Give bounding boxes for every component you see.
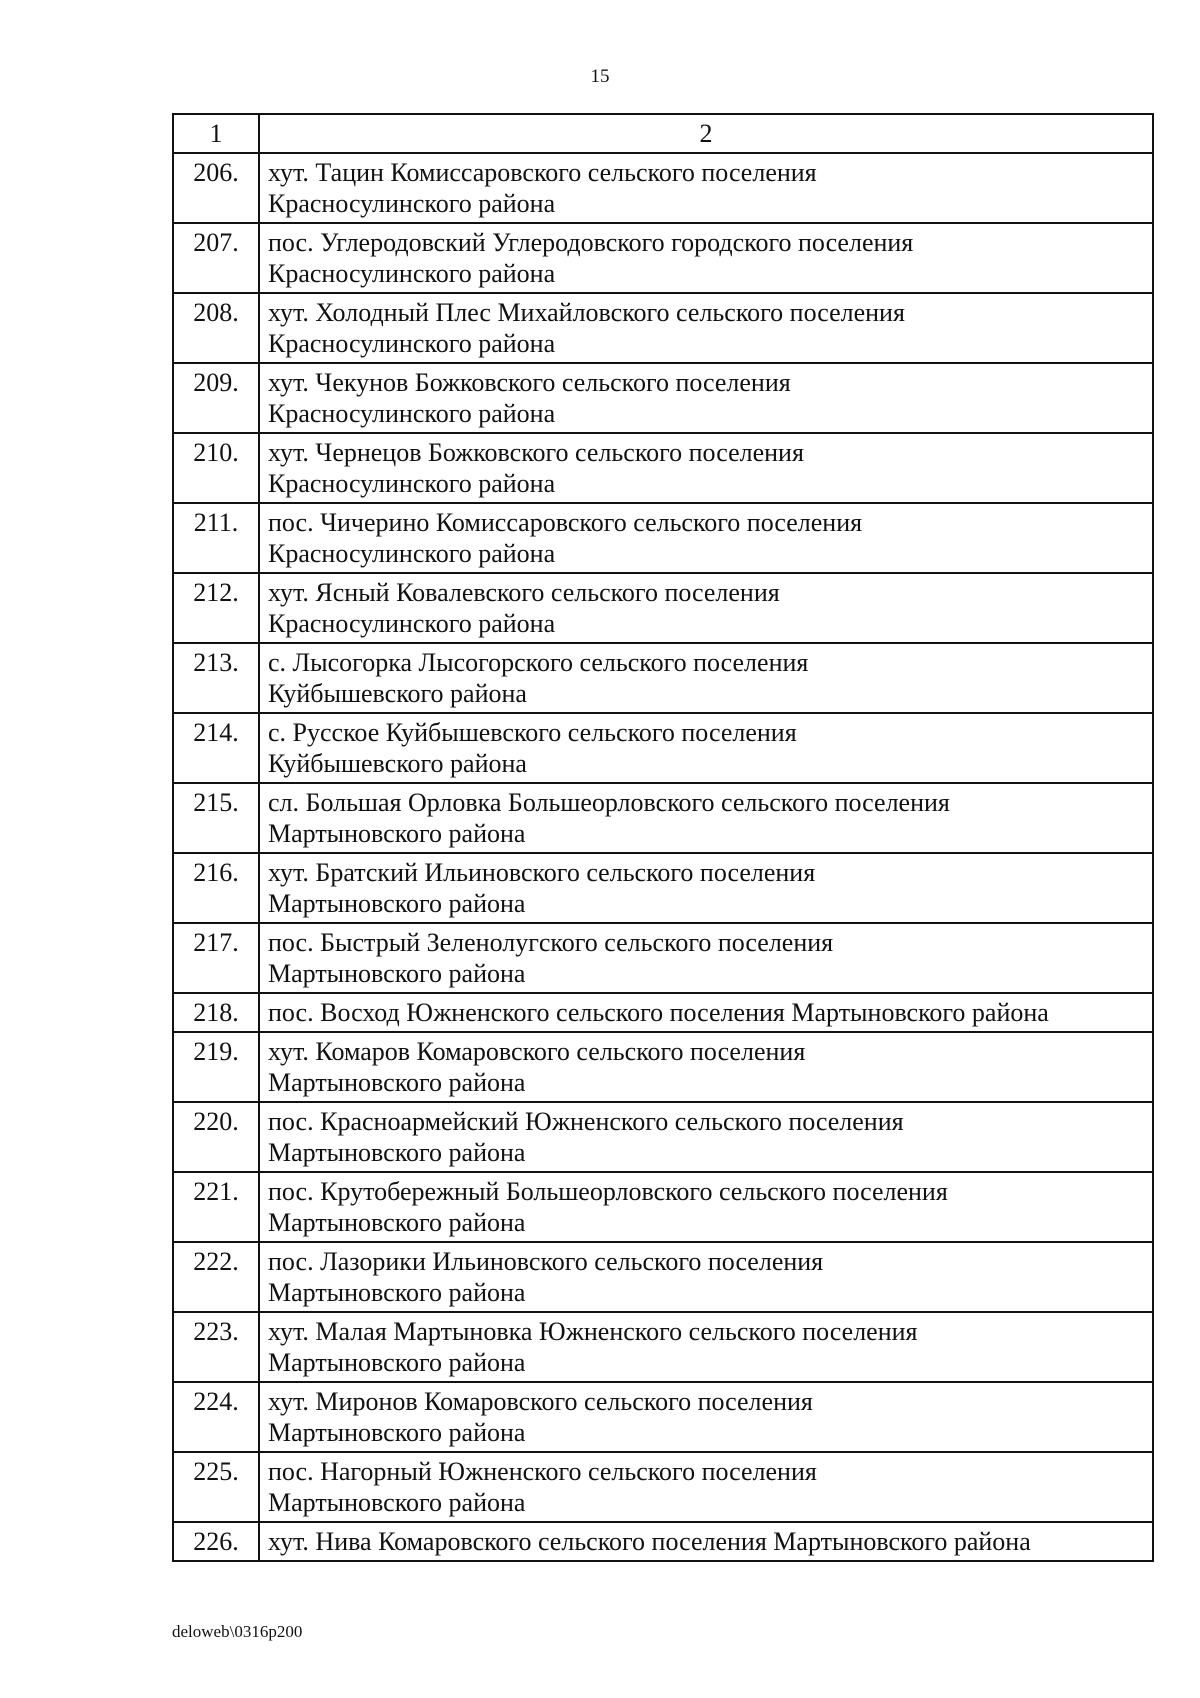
column-header-number: 1 — [173, 114, 259, 153]
table-row — [173, 1102, 1153, 1172]
table-row — [173, 1452, 1153, 1522]
table-row — [173, 643, 1153, 713]
row-number: 223. — [173, 1312, 259, 1382]
settlement-name: хут. Тацин Комиссаровского сельского поселения Красносулинского района — [259, 153, 1153, 223]
row-number: 209. — [173, 363, 259, 433]
settlement-name: хут. Комаров Комаровского сельского поселения Мартыновского района — [259, 1032, 1153, 1102]
settlement-name: хут. Нива Комаровского сельского поселения Мартыновского района — [259, 1522, 1153, 1561]
settlement-name: с. Русское Куйбышевского сельского поселения Куйбышевского района — [259, 713, 1153, 783]
table-row — [173, 1172, 1153, 1242]
table-row — [173, 573, 1153, 643]
settlement-name: пос. Чичерино Комиссаровского сельского поселения Красносулинского района — [259, 503, 1153, 573]
table-row — [173, 853, 1153, 923]
table-row — [173, 1382, 1153, 1452]
table-row — [173, 503, 1153, 573]
table-row — [173, 363, 1153, 433]
settlement-name: хут. Малая Мартыновка Южненского сельского поселения Мартыновского района — [259, 1312, 1153, 1382]
table-body — [173, 153, 1153, 1561]
settlements-table — [172, 113, 1154, 1562]
document-footer-code: deloweb\0316p200 — [172, 1622, 303, 1641]
row-number: 211. — [173, 503, 259, 573]
table-row — [173, 923, 1153, 993]
settlement-name: пос. Крутобережный Большеорловского сельского поселения Мартыновского района — [259, 1172, 1153, 1242]
table-row — [173, 153, 1153, 223]
settlement-name: с. Лысогорка Лысогорского сельского поселения Куйбышевского района — [259, 643, 1153, 713]
table-row — [173, 1522, 1153, 1561]
settlement-name: пос. Лазорики Ильиновского сельского поселения Мартыновского района — [259, 1242, 1153, 1312]
table-row — [173, 713, 1153, 783]
settlement-name: пос. Углеродовский Углеродовского городского поселения Красносулинского района — [259, 223, 1153, 293]
settlement-name: пос. Быстрый Зеленолугского сельского поселения Мартыновского района — [259, 923, 1153, 993]
row-number: 215. — [173, 783, 259, 853]
row-number: 222. — [173, 1242, 259, 1312]
settlement-name: хут. Чекунов Божковского сельского поселения Красносулинского района — [259, 363, 1153, 433]
settlement-name: хут. Ясный Ковалевского сельского поселения Красносулинского района — [259, 573, 1153, 643]
row-number: 212. — [173, 573, 259, 643]
row-number: 217. — [173, 923, 259, 993]
settlement-name: пос. Восход Южненского сельского поселения Мартыновского района — [259, 993, 1153, 1032]
settlement-name: пос. Красноармейский Южненского сельского поселения Мартыновского района — [259, 1102, 1153, 1172]
table-row — [173, 783, 1153, 853]
row-number: 226. — [173, 1522, 259, 1561]
row-number: 225. — [173, 1452, 259, 1522]
row-number: 219. — [173, 1032, 259, 1102]
table-row — [173, 1032, 1153, 1102]
column-header-name: 2 — [259, 114, 1153, 153]
row-number: 220. — [173, 1102, 259, 1172]
row-number: 208. — [173, 293, 259, 363]
row-number: 206. — [173, 153, 259, 223]
settlement-name: хут. Братский Ильиновского сельского поселения Мартыновского района — [259, 853, 1153, 923]
row-number: 216. — [173, 853, 259, 923]
row-number: 221. — [173, 1172, 259, 1242]
settlement-name: хут. Холодный Плес Михайловского сельского поселения Красносулинского района — [259, 293, 1153, 363]
settlement-name: пос. Нагорный Южненского сельского поселения Мартыновского района — [259, 1452, 1153, 1522]
table-row — [173, 1312, 1153, 1382]
table-row — [173, 223, 1153, 293]
page-number: 15 — [590, 66, 610, 87]
row-number: 210. — [173, 433, 259, 503]
table-row — [173, 293, 1153, 363]
row-number: 224. — [173, 1382, 259, 1452]
row-number: 214. — [173, 713, 259, 783]
settlement-name: хут. Миронов Комаровского сельского поселения Мартыновского района — [259, 1382, 1153, 1452]
table-row — [173, 433, 1153, 503]
settlement-name: сл. Большая Орловка Большеорловского сельского поселения Мартыновского района — [259, 783, 1153, 853]
settlement-name: хут. Чернецов Божковского сельского поселения Красносулинского района — [259, 433, 1153, 503]
table-row — [173, 993, 1153, 1032]
row-number: 207. — [173, 223, 259, 293]
table-row — [173, 1242, 1153, 1312]
row-number: 218. — [173, 993, 259, 1032]
row-number: 213. — [173, 643, 259, 713]
table-header-row — [173, 114, 1153, 153]
